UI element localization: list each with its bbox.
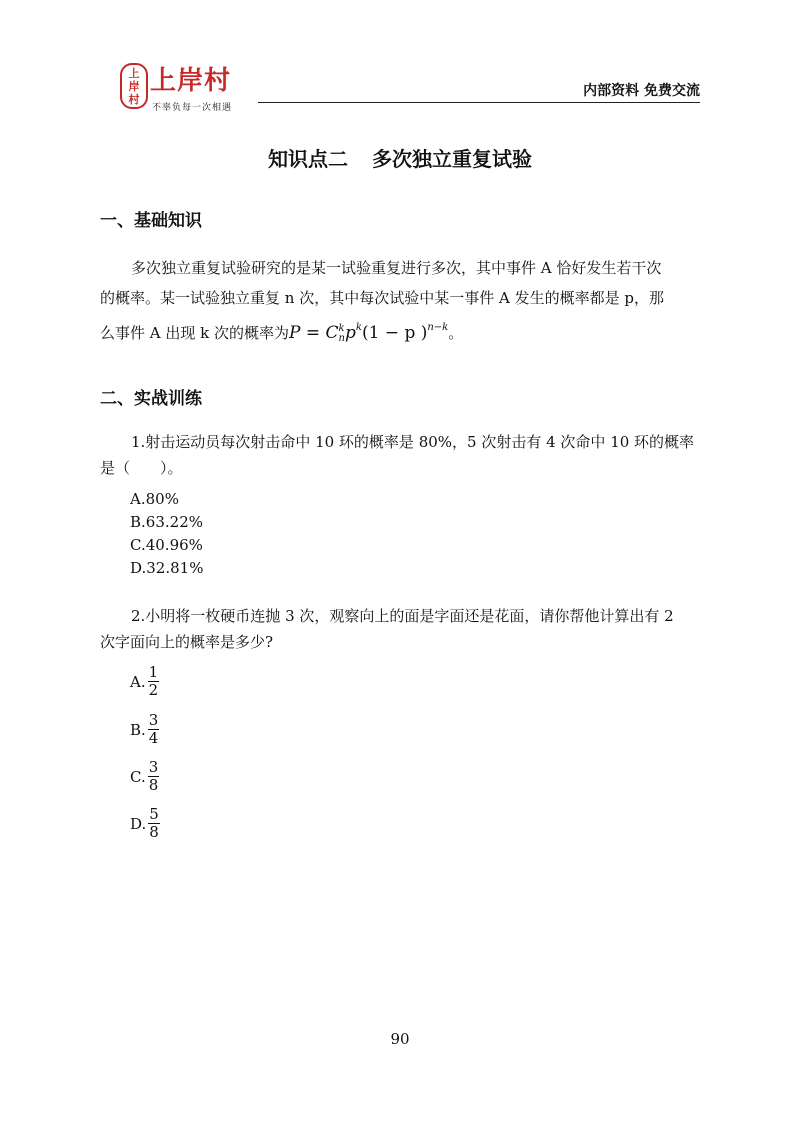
title-topic: 多次独立重复试验 [372,147,532,171]
question-1-line: 是（ ）。 [100,459,183,477]
fraction: $\frac{3}{4}$ [148,711,159,747]
question-1-line: 1.射击运动员每次射击命中 10 环的概率是 80%，5 次射击有 4 次命中 10 环的概率 [131,433,695,451]
brand-name: 上岸村 [150,66,232,96]
header-divider [258,102,700,103]
section-heading-basics: 一、基础知识 [100,211,202,231]
question-2-line: 次字面向上的概率是多少? [100,633,274,651]
fraction: $\frac{1}{2}$ [148,663,159,699]
basics-paragraph [100,253,700,348]
q2-option-b: B. $\frac{3}{4}$ [130,711,159,747]
q2-option-d: D. $\frac{5}{8}$ [130,805,159,841]
q1-option-d: D.32.81% [130,559,204,577]
seal-char: 村 [128,92,140,106]
fraction: $\frac{5}{8}$ [149,805,159,841]
q2-option-c: C. $\frac{3}{8}$ [130,758,159,794]
q2-option-a: A. $\frac{1}{2}$ [130,663,159,699]
page-number: 90 [390,1030,410,1048]
para-line: 多次独立重复试验研究的是某一试验重复进行多次，其中事件 A 恰好发生若干次 [131,259,662,277]
question-1 [100,429,700,481]
fraction: $\frac{3}{8}$ [148,758,159,794]
q1-option-c: C.40.96% [130,536,203,554]
seal-char: 上 [128,66,140,80]
brand-slogan: 不辜负每一次相遇 [152,103,233,113]
q1-option-b: B.63.22% [130,513,203,531]
brand-seal [120,63,148,109]
para-line-formula: 么事件 A 出现 k 次的概率为P = C k n $p^k(1 - p$ )$^{n-k}$。 [100,322,464,344]
header-note: 内部资料 免费交流 [583,83,700,99]
seal-char: 岸 [128,79,140,93]
section-heading-practice: 二、实战训练 [100,389,202,409]
title-knowledge-point: 知识点二 [268,147,348,171]
page-title [0,143,800,172]
binomial-formula: P = C k n $p^k(1 - p$ )$^{n-k}$ [289,322,449,344]
question-2-line: 2.小明将一枚硬币连抛 3 次，观察向上的面是字面还是花面，请你帮他计算出有 2 [131,607,674,625]
q1-option-a: A.80% [130,490,179,508]
question-2 [100,603,700,655]
para-line: 的概率。某一试验独立重复 n 次，其中每次试验中某一事件 A 发生的概率都是 p，那 [100,289,664,307]
